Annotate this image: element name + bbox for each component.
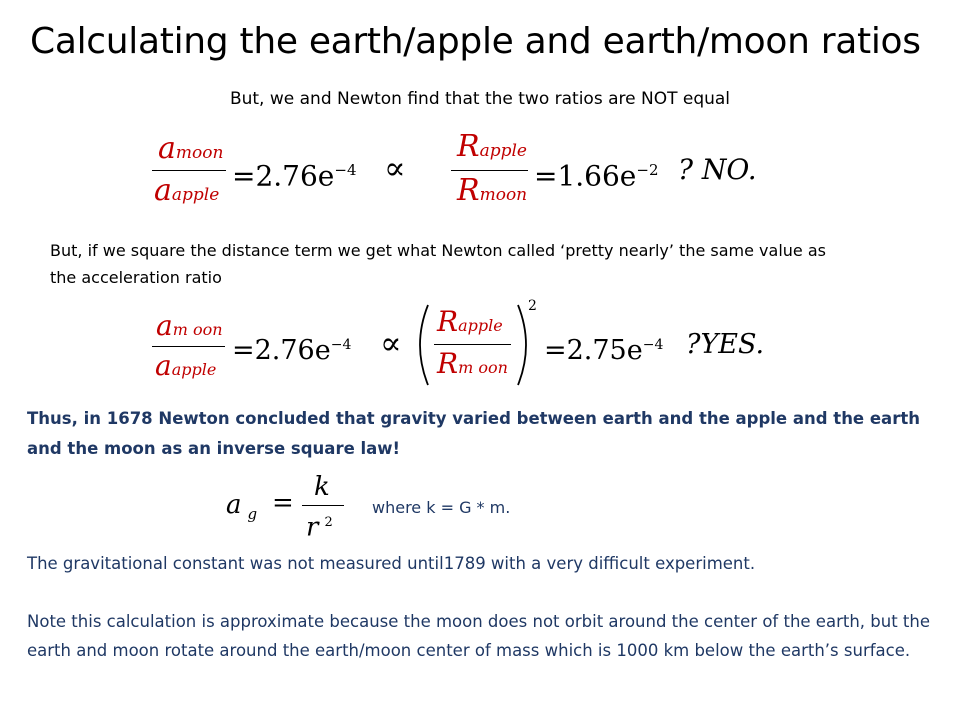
eq2-r-den-sub: m oon bbox=[458, 358, 508, 377]
eq2-acc-exponent: −4 bbox=[330, 337, 352, 353]
eq3-lhs-var: a bbox=[226, 490, 242, 520]
eq2-den-var: a bbox=[155, 349, 172, 382]
eq2-r-num-var: R bbox=[437, 305, 459, 338]
gravitational-constant-note: The gravitational constant was not measured until1789 with a very difficult experiment. bbox=[27, 554, 756, 573]
eq1-proportional-symbol: ∝ bbox=[384, 149, 406, 187]
eq2-r-den-var: R bbox=[437, 347, 459, 380]
eq1-dist-value: =1.66e bbox=[534, 159, 637, 193]
eq2-r-num-sub: apple bbox=[458, 316, 503, 335]
eq2-den-sub: apple bbox=[171, 360, 217, 379]
eq2-dist-value: =2.75e bbox=[544, 335, 643, 366]
eq2-proportional-symbol: ∝ bbox=[380, 324, 402, 362]
eq1-num-sub: moon bbox=[175, 143, 224, 163]
eq1-r-num-var: R bbox=[457, 129, 480, 164]
eq3-numerator-k: k bbox=[314, 472, 330, 502]
eq3-lhs-sub: g bbox=[247, 505, 258, 523]
eq2-square-power: 2 bbox=[528, 298, 537, 314]
eq3-fraction-bar bbox=[302, 505, 344, 506]
eq3-lhs bbox=[226, 490, 257, 523]
eq1-dist-exponent: −2 bbox=[636, 161, 659, 179]
eq1-num-var: a bbox=[158, 131, 176, 166]
eq1-r-den-var: R bbox=[457, 173, 480, 208]
eq1-acc-value: =2.76e bbox=[232, 159, 335, 193]
subtitle: But, we and Newton find that the two ratios are NOT equal bbox=[229, 89, 731, 109]
eq2-acc-value: =2.76e bbox=[232, 335, 331, 366]
eq2-num-var: a bbox=[156, 309, 173, 342]
eq2-num-sub: m oon bbox=[172, 320, 223, 339]
eq1-acc-exponent: −4 bbox=[334, 161, 357, 179]
approximation-note: Note this calculation is approximate because the moon does not orbit around the center of the earth, but the earth and moon rotate around the earth/moon center of mass which is 1000 km below the earth’s surface. bbox=[27, 612, 930, 660]
eq1-r-num-sub: apple bbox=[479, 141, 527, 161]
slide-title: Calculating the earth/apple and earth/moon ratios bbox=[30, 21, 921, 62]
eq2-dist-exponent: −4 bbox=[642, 337, 664, 353]
eq1-r-den-sub: moon bbox=[479, 185, 528, 205]
eq3-den-exponent: 2 bbox=[324, 515, 333, 530]
eq3-equals: = bbox=[272, 488, 294, 518]
eq1-den-sub: apple bbox=[171, 185, 220, 205]
eq3-den-var: r bbox=[306, 512, 319, 543]
eq1-verdict: ? NO. bbox=[678, 153, 757, 186]
where-clause: where k = G * m. bbox=[372, 498, 511, 517]
eq3-denominator bbox=[306, 508, 333, 543]
square-distance-paragraph: But, if we square the distance term we get what Newton called ‘pretty nearly’ the same value as the acceleration ratio bbox=[50, 241, 826, 287]
eq2-verdict: ?YES. bbox=[686, 329, 765, 360]
eq1-den-var: a bbox=[154, 173, 172, 208]
inverse-square-conclusion: Thus, in 1678 Newton concluded that gravity varied between earth and the apple and the earth and the moon as an inverse square law! bbox=[27, 409, 920, 458]
